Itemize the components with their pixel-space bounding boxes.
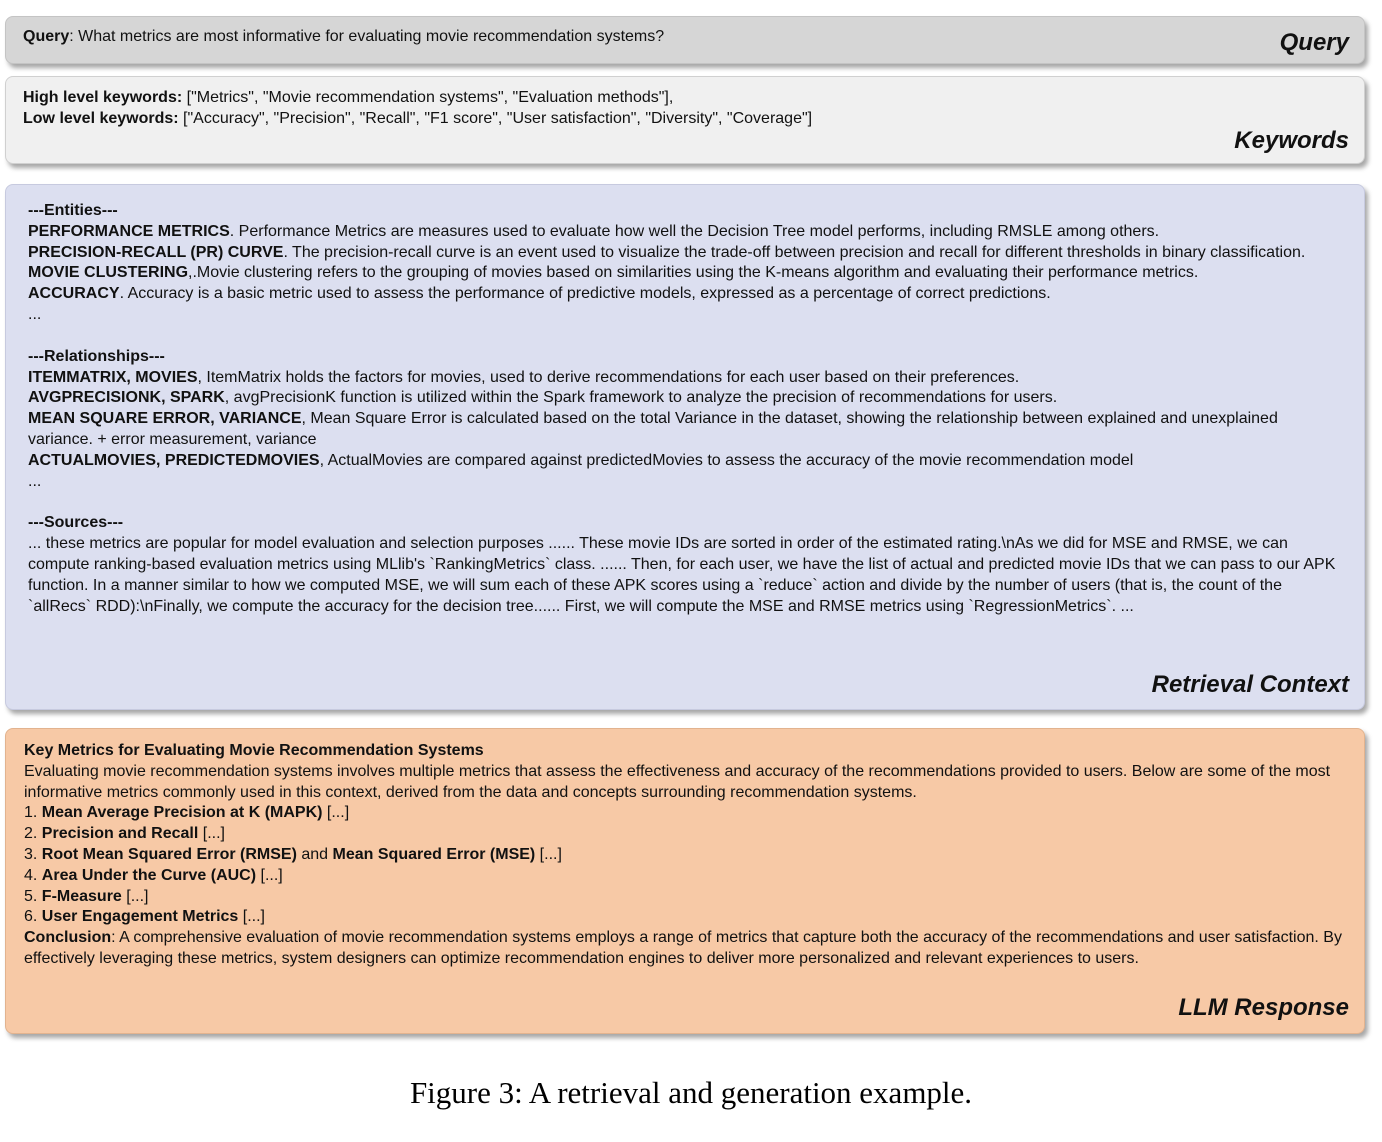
- high-level-label: High level keywords:: [23, 89, 183, 106]
- keywords-panel: [5, 76, 1365, 164]
- sources-header: ---Sources---: [28, 514, 124, 532]
- query-panel: [5, 16, 1365, 64]
- metric-item: 2. Precision and Recall [...]: [24, 825, 225, 843]
- query-tag: Query: [1279, 29, 1349, 56]
- retrieval-context-tag: Retrieval Context: [1151, 671, 1349, 698]
- low-level-keywords: [23, 109, 812, 130]
- response-title: Key Metrics for Evaluating Movie Recommendation Systems: [24, 742, 484, 759]
- llm-response-body: [24, 741, 1344, 970]
- relationships-ellipsis: ...: [28, 472, 42, 490]
- low-level-label: Low level keywords:: [23, 109, 179, 127]
- relationship-item: AVGPRECISIONK, SPARK, avgPrecisionK function is utilized within the Spark framework to analyze the precision of recommendations for users.: [28, 389, 1058, 407]
- response-conclusion: Conclusion: A comprehensive evaluation of movie recommendation systems employs a range of metrics that capture both the accuracy of the recommendations and user satisfaction. By effectively leveraging these metrics, system designers can optimize recommendation engines to deliver more personalized and relevant experiences to users.: [24, 929, 1342, 967]
- metric-item: 4. Area Under the Curve (AUC) [...]: [24, 866, 283, 884]
- entities-header: ---Entities---: [28, 202, 118, 219]
- metric-item: 1. Mean Average Precision at K (MAPK) [...]: [24, 804, 350, 822]
- entities-ellipsis: ...: [28, 305, 42, 323]
- relationships-header: ---Relationships---: [28, 347, 165, 365]
- figure-caption: Figure 3: A retrieval and generation example.: [409, 1075, 973, 1110]
- keywords-body: [23, 88, 812, 130]
- sources-text: ... these metrics are popular for model evaluation and selection purposes ...... These movie IDs are sorted in order of the estimated rating.\nAs we did for MSE and RMSE, we can compute ranking-based evaluation metrics using MLlib's `RankingMetrics` class. ...... Then, for each user, we have the list of actual and predicted movie IDs that we can pass to our APK function. In a manner similar to how we computed MSE, we will sum each of these APK scores using a `reduce` action and divide by the number of users (that is, the count of the `allRecs` RDD):\nFinally, we compute the accuracy for the decision tree...... First, we will compute the MSE and RMSE metrics using `RegressionMetrics`. ...: [28, 535, 1336, 615]
- entity-item: PRECISION-RECALL (PR) CURVE. The precision-recall curve is an event used to visualize the trade-off between precision and recall for different thresholds in binary classification.: [28, 243, 1306, 261]
- low-level-value: ["Accuracy", "Precision", "Recall", "F1 score", "User satisfaction", "Diversity", "Coverage"]: [178, 109, 813, 127]
- retrieval-context-body: [28, 201, 1344, 617]
- response-intro: Evaluating movie recommendation systems involves multiple metrics that assess the effectiveness and accuracy of the recommendations provided to users. Below are some of the most informative metrics commonly used in this context, derived from the data and concepts surrounding recommendation systems.: [24, 762, 1331, 801]
- entity-item: ACCURACY. Accuracy is a basic metric used to assess the performance of predictive models, expressed as a percentage of correct predictions.: [28, 285, 1051, 303]
- keywords-tag: Keywords: [1234, 127, 1349, 154]
- llm-response-panel: [5, 728, 1365, 1034]
- metric-item: 3. Root Mean Squared Error (RMSE) and Mean Squared Error (MSE) [...]: [24, 845, 562, 863]
- retrieval-context-panel: [5, 184, 1365, 710]
- relationship-item: ACTUALMOVIES, PREDICTEDMOVIES, ActualMovies are compared against predictedMovies to assess the accuracy of the movie recommendation model: [28, 451, 1134, 469]
- metric-item: 6. User Engagement Metrics [...]: [24, 908, 265, 926]
- entity-item: PERFORMANCE METRICS. Performance Metrics are measures used to evaluate how well the Decision Tree model performs, including RMSLE among others.: [28, 222, 1160, 240]
- high-level-value: ["Metrics", "Movie recommendation systems", "Evaluation methods"],: [182, 89, 674, 106]
- relationship-item: MEAN SQUARE ERROR, VARIANCE, Mean Square Error is calculated based on the total Variance in the dataset, showing the relationship between explained and unexplained variance. + error measurement, variance: [28, 410, 1278, 448]
- entity-item: MOVIE CLUSTERING,.Movie clustering refers to the grouping of movies based on similarities using the K-means algorithm and evaluating their performance metrics.: [28, 264, 1199, 282]
- llm-response-tag: LLM Response: [1178, 994, 1349, 1021]
- metric-item: 5. F-Measure [...]: [24, 887, 149, 905]
- relationship-item: ITEMMATRIX, MOVIES, ItemMatrix holds the factors for movies, used to derive recommendations for each user based on their preferences.: [28, 368, 1020, 386]
- query-label: Query: [23, 28, 70, 45]
- query-text: : What metrics are most informative for evaluating movie recommendation systems?: [69, 28, 665, 45]
- high-level-keywords: [23, 88, 812, 109]
- query-line: [23, 27, 664, 48]
